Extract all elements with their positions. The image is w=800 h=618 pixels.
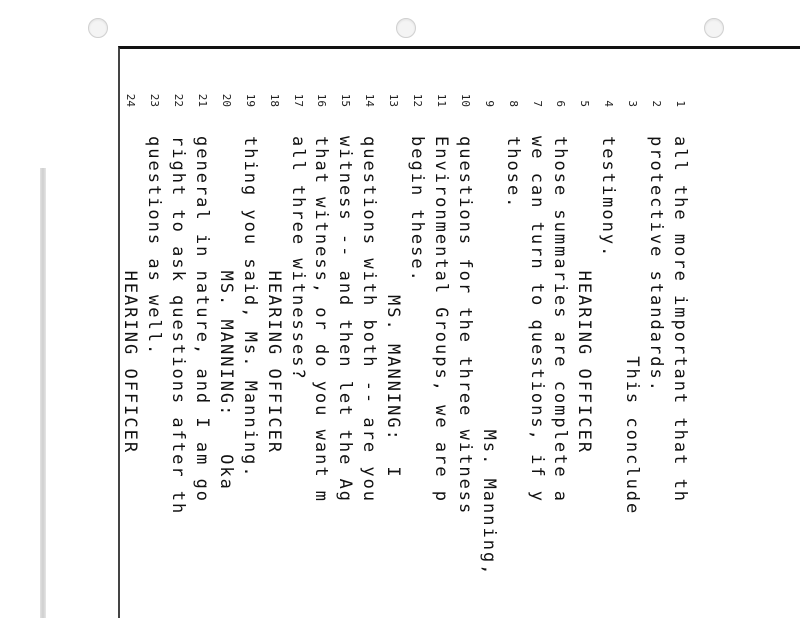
line-number: 5 [578, 100, 592, 107]
line-text: all three witnesses? [287, 136, 308, 381]
line-number: 13 [387, 93, 401, 107]
line-text: right to ask questions after th [168, 136, 189, 516]
line-text: that witness, or do you want m [311, 136, 332, 504]
line-number: 10 [458, 93, 472, 107]
line-number: 14 [363, 93, 377, 107]
line-text: Ms. Manning, [478, 136, 499, 577]
line-text: general in nature, and I am go [192, 136, 212, 504]
line-text: begin these. [407, 136, 428, 283]
line-number: 22 [172, 93, 186, 107]
line-text: HEARING OFFICER [263, 136, 284, 455]
line-number: 8 [506, 100, 520, 107]
scan-edge-shadow [40, 168, 46, 618]
line-text: MS. MANNING: I [383, 136, 404, 479]
line-text: testimony. [598, 136, 619, 259]
line-number: 6 [554, 100, 568, 107]
punch-hole [704, 18, 724, 38]
line-number: 23 [148, 93, 162, 107]
line-number: 4 [602, 100, 616, 107]
line-number: 17 [291, 93, 305, 107]
line-number: 19 [243, 93, 257, 107]
line-number: 15 [339, 93, 353, 107]
line-text: questions as well. [144, 136, 165, 357]
punch-hole [396, 18, 416, 38]
line-text: MS. MANNING: Oka [215, 136, 236, 491]
line-text: HEARING OFFICER [120, 136, 141, 455]
line-number: 12 [411, 93, 425, 107]
line-text: witness -- and then let the Ag [335, 136, 356, 504]
line-number: 21 [196, 93, 209, 107]
punch-hole [88, 18, 108, 38]
line-text: HEARING OFFICER [574, 136, 595, 455]
line-text: questions for the three witness [454, 136, 475, 516]
line-number: 2 [650, 100, 664, 107]
line-text: Environmental Groups, we are p [431, 136, 451, 504]
line-number: 24 [124, 93, 138, 107]
line-text: thing you said, Ms. Manning. [239, 136, 260, 479]
line-text: we can turn to questions, if y [526, 136, 547, 504]
line-number: 1 [674, 100, 687, 107]
line-number: 7 [530, 100, 544, 107]
line-text: those summaries are complete a [550, 136, 571, 504]
line-number: 16 [315, 93, 329, 107]
line-text: all the more important that th [670, 136, 690, 504]
line-text: questions with both -- are you [359, 136, 380, 504]
line-text: protective standards. [646, 136, 667, 393]
line-text: This conclude [622, 136, 643, 516]
line-number: 3 [626, 100, 640, 107]
line-number: 18 [267, 93, 281, 107]
line-number: 11 [435, 93, 448, 107]
line-number: 9 [482, 100, 496, 107]
line-text: those. [502, 136, 523, 210]
transcript-body [120, 84, 690, 618]
line-number: 20 [219, 93, 233, 107]
